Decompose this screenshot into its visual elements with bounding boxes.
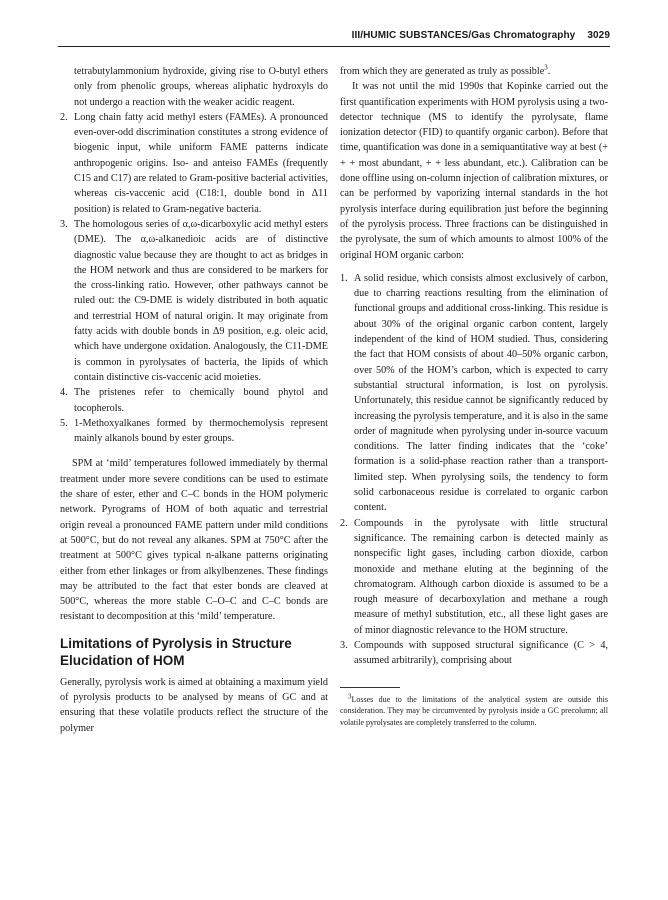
list-number: 2. [340,517,348,529]
list-item [340,271,608,516]
continued-paragraph-right [340,64,608,79]
continued-text: from which they are generated as truly as possible [340,66,545,77]
left-column [60,64,328,736]
running-header [352,30,610,41]
list-item [60,110,328,217]
list-number: 3. [60,218,68,230]
kopinke-paragraph: It was not until the mid 1990s that Kopinke carried out the first quantification experiments with HOM pyrolysis using a two-detector technique (MS to identify the pyrolysate, flame ionization detector (FID) to quantify organic carbon). Before that time, quantification was done in a semiquantitative way at best (+ + + most abundant, + + less abundant, etc.). Calibration can be done offline using on-column injection of calibration mixtures, or can be performed by vaporizing internal standards in the hot pyrolysis interface during equilibration just before the beginning of the pyrolysis process. Three fractions can be distinguished in the pyrolysate, the sum of which amounts to almost 100% of the original HOM organic carbon: [340,81,608,261]
section-heading: Limitations of Pyrolysis in Structure Elucidation of HOM [60,635,292,668]
footnote-mark: 3 [348,691,352,700]
marker-list [60,110,328,447]
fraction-list [340,271,608,669]
list-item [60,385,328,416]
generally-paragraph: Generally, pyrolysis work is aimed at obtaining a maximum yield of pyrolysis products to be analysed by means of GC and at ensuring that these volatile products reflect the structure of the polymer [60,676,328,734]
list-text: Compounds with supposed structural significance (C > 4, assumed arbitrarily), comprising about [354,639,608,667]
spm-paragraph: SPM at ‘mild’ temperatures followed immediately by thermal treatment under more severe conditions can be used to estimate the share of ester, ether and C–C bonds in the HOM polymeric network. Pyrograms of HOM of both aquatic and terrestrial origin reveal a pronounced FAME pattern under mild conditions at 500°C, but do not reveal any alkanes. SPM at 750°C after the treatment at 500°C gives typical n-alkane patterns originating either from ether linkages or from alkylbenzenes. These findings may be attributed to the fact that ester bonds are cleaved at 500°C, whereas the more stable C–O–C and C–C bonds are resistant to decomposition at this ‘mild’ temperature. [60,458,328,623]
list-number: 4. [60,387,68,399]
list-text: The homologous series of α,ω-dicarboxylic acid methyl esters (DME). The α,ω-alkanedioic acids are of distinctive diagnostic value because they are thought to act as bridges in the HOM network and thus are considered to be markers for the cross-linking ratio. However, other pathways cannot be ruled out: the C9-DME is widely distributed in both aquatic and terrestrial HOM of natural origin. It may originate from fatty acids with double bonds in Δ9 position, e.g. oleic acid, which have undergone oxidation. Analogously, the C11-DME is common in pyrolysates of bacteria, the lipids of which contain distinctive cis-vaccenic acid moieties. [74,218,328,383]
footnote [340,691,608,729]
list-item [60,217,328,385]
page-number: 3029 [587,30,610,41]
footnote-ref: 3 [544,63,548,72]
list-text: The pristenes refer to chemically bound phytol and tocopherols. [74,387,328,414]
footnote-rule [340,687,400,688]
continued-paragraph: tetrabutylammonium hydroxide, giving rise to O-butyl ethers only from phenolic groups, whereas aliphatic hydroxyls do not undergo a reaction with the weaker acidic reagent. [74,66,328,108]
list-item [340,516,608,638]
list-text: Long chain fatty acid methyl esters (FAMEs). A pronounced even-over-odd discrimination constitutes a strong evidence of biogenic input, while uniform FAME patterns indicate anthropogenic origins. Iso- and anteiso FAMEs (frequently C15 and C17) are related to Gram-positive bacterial activities, whereas cis-vaccenic acid (C18:1, double bond in Δ11 position) is related to Gram-negative bacteria. [74,111,328,215]
list-number: 3. [340,639,348,651]
list-item [60,416,328,447]
list-text: A solid residue, which consists almost exclusively of carbon, due to charring reactions resulting from the elimination of functional groups and additional cross-linking. This residue is about 30% of the original organic carbon content, largely independent of the kind of HOM studied. Thus, considering the fact that HOM consists of about 40–50% organic carbon, over 50% of the HOM’s carbon, which is expected to carry substantial structural information, is lost on pyrolysis. Unfortunately, this residue cannot be significantly reduced by increasing the pyrolysis temperature, and it is also in the same order of magnitude when pyrolysing under in-source vacuum conditions. The latter finding indicates that the ‘coke’ formation is a solid-phase reaction rather than a transport-limited step. When pyrolysing soils, the tendency to form solid carbonaceous residue is correlated to organic carbon content. [354,272,608,514]
running-title: III/HUMIC SUBSTANCES/Gas Chromatography [351,30,576,41]
list-number: 5. [60,417,68,429]
list-number: 1. [340,272,348,284]
right-column [340,64,608,728]
continued-text-end: . [547,66,551,77]
list-item [340,638,608,669]
header-rule [58,46,610,47]
footnote-text: Losses due to the limitations of the analytical system are outside this consideration. They may be circumvented by pyrolysis inside a GC precolumn; all volatile pyrolysates are completely transferred to the column. [340,694,608,727]
page-header [0,0,668,41]
list-text: 1-Methoxyalkanes formed by thermochemolysis represent mainly alkanols bound by ester groups. [74,417,328,445]
list-number: 2. [60,111,68,123]
list-text: Compounds in the pyrolysate with little structural significance. The remaining carbon is detected mainly as nonspecific light gases, including carbon dioxide, carbon monoxide and methane eluting at the beginning of the chromatogram. Although carbon dioxide is assumed to be a rough measure of decarboxylation and methane a rough measure of methyl substitution, etc., all these light gases are of minor diagnostic relevance to the HOM structure. [354,517,608,636]
